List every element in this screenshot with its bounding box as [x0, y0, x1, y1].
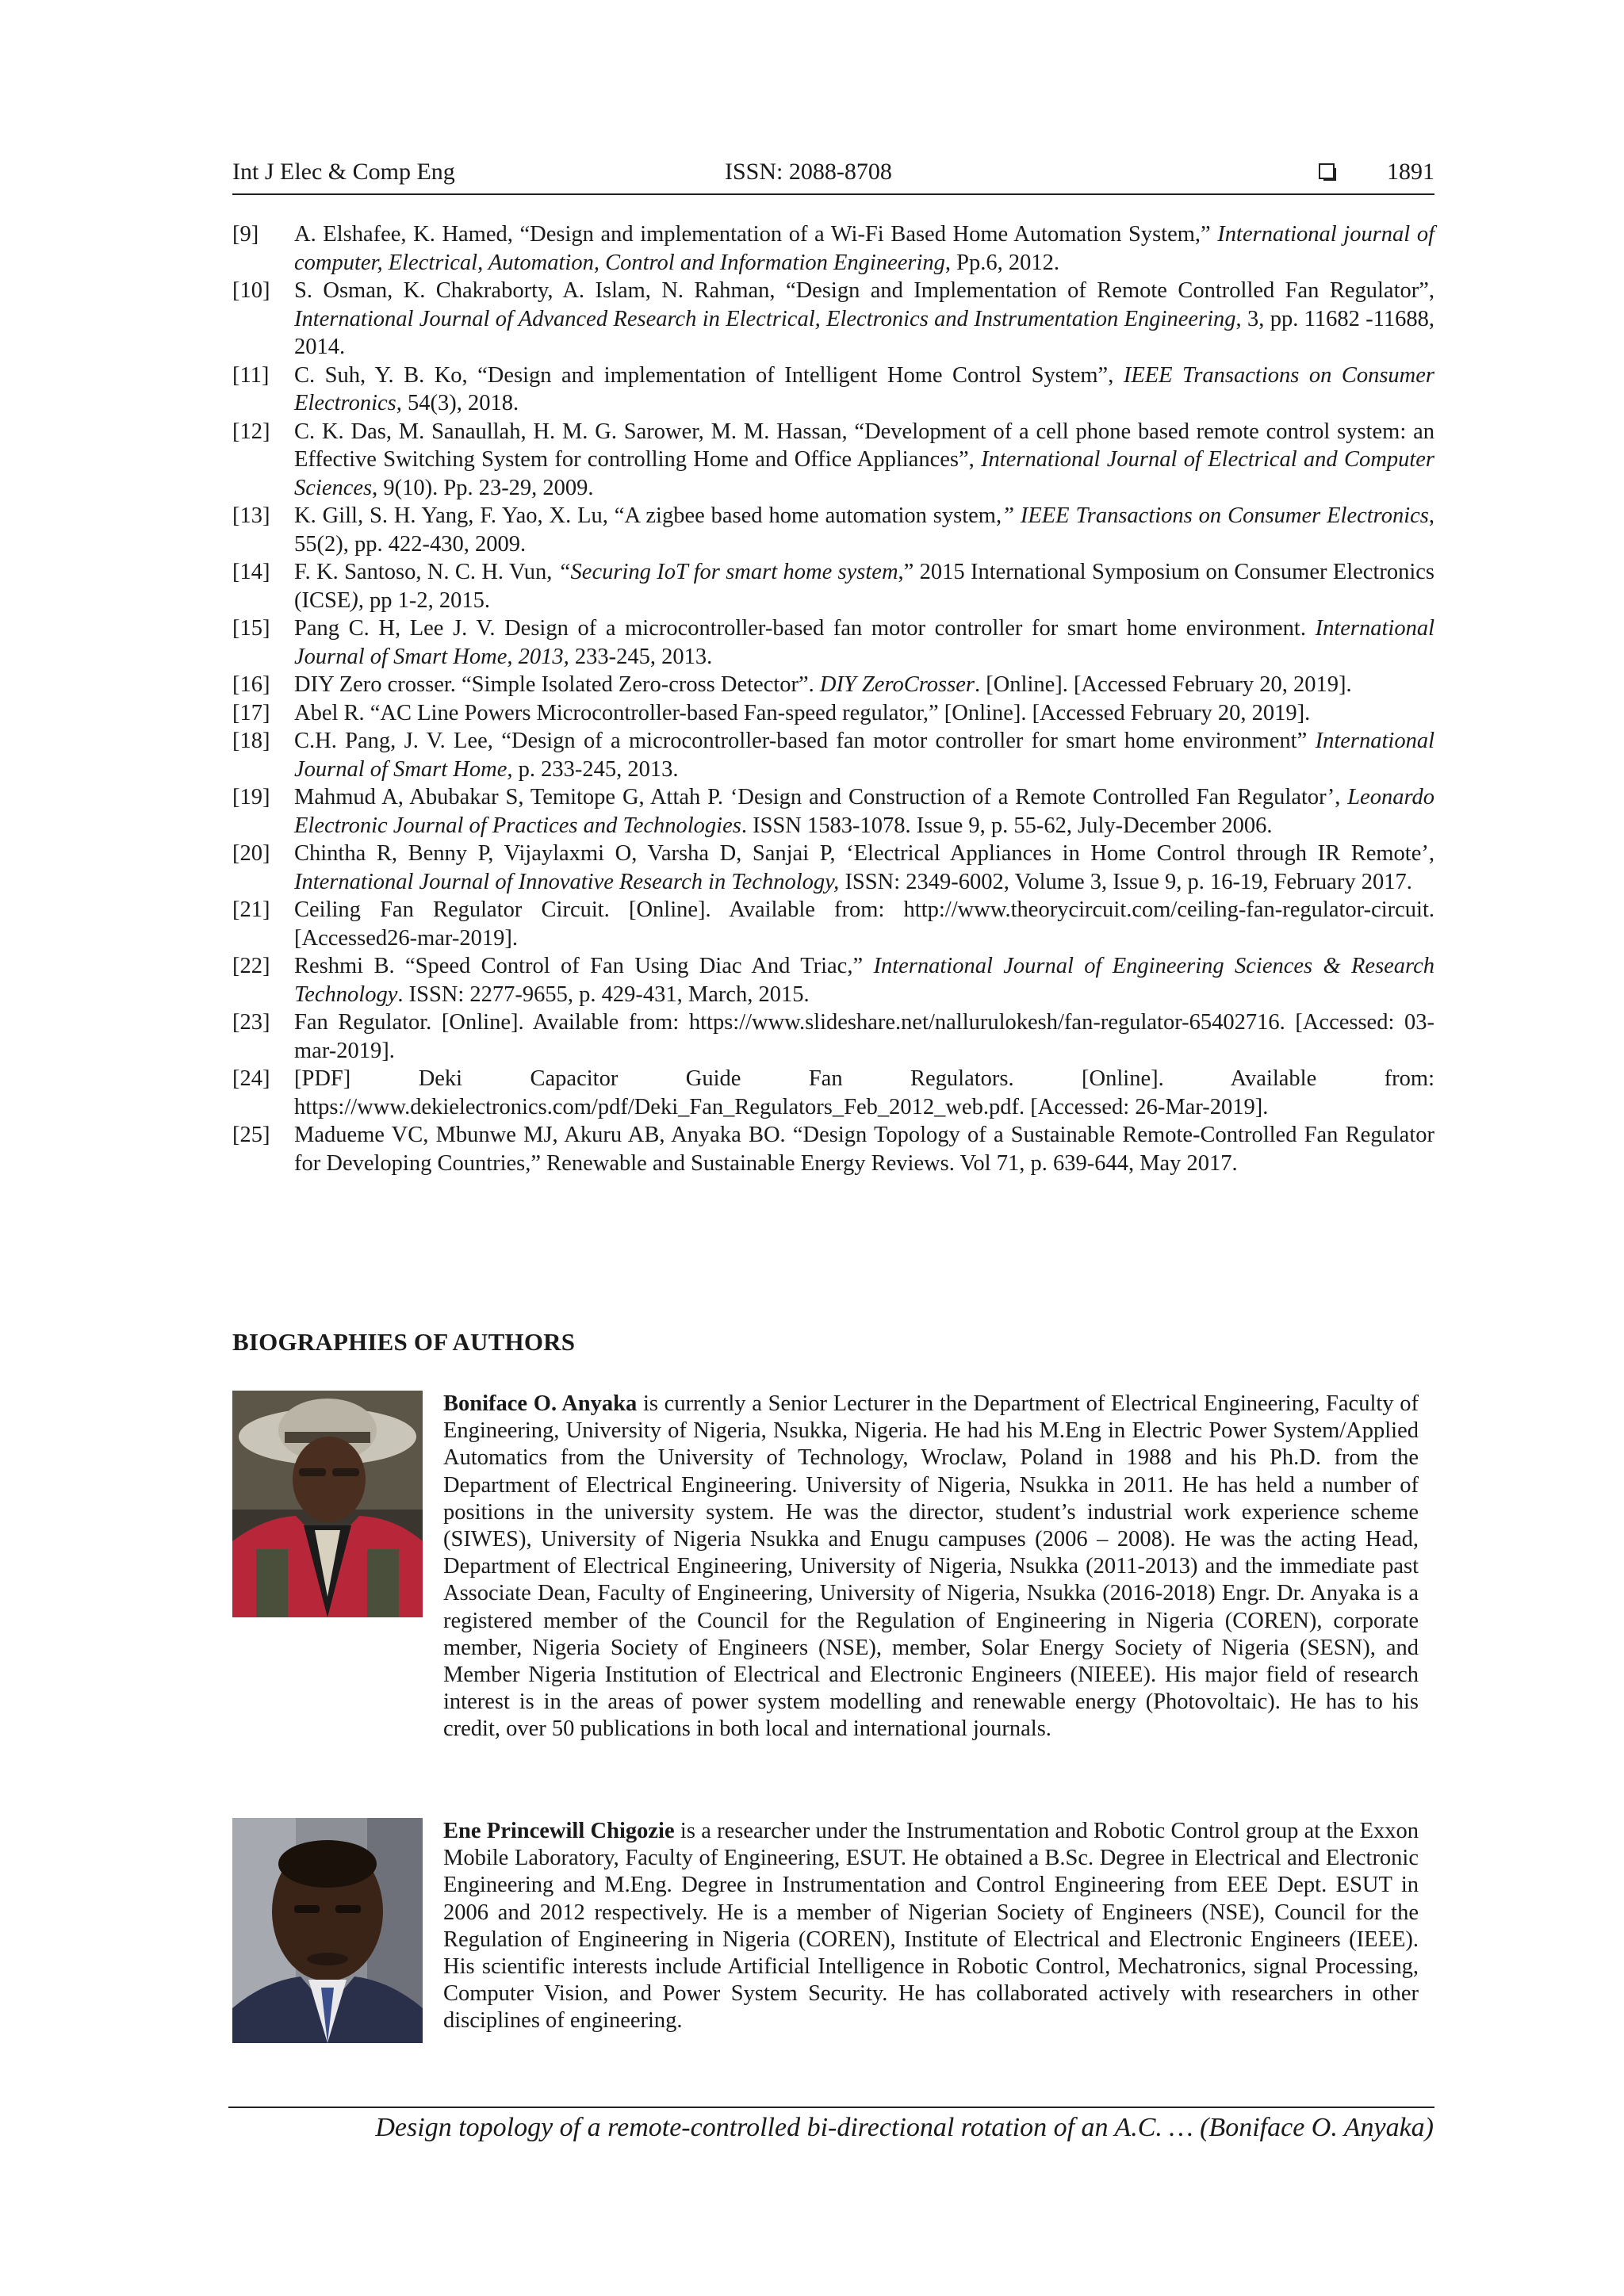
reference-text-part: Mahmud A, Abubakar S, Temitope G, Attah P. ‘Design and Construction of a Remote Controlled Fan Regulator’, [294, 785, 1348, 809]
author-bio-body-2: is a researcher under the Instrumentation and Robotic Control group at the Exxon Mobile Laboratory, Faculty of Engineering, ESUT. He obtained a B.Sc. Degree in Electrical and Electronic Engineering and M.Eng. Degree in Instrumentation and Control Engineering from EEE Dept. ESUT in 2006 and 2012 respectively. He is a member of Nigerian Society of Engineers (NSE), Council for the Regulation of Engineering in Nigeria (COREN), Institute of Electrical and Electronic Engineers (IEEE). His scientific interests include Artificial Intelligence in Robotic Control, Mechatronics, signal Processing, Computer Vision, and Power System Security. He has collaborated actively with researchers in other disciplines of engineering. [443, 1819, 1419, 2034]
author-bio-body-1: is currently a Senior Lecturer in the Department of Electrical Engineering, Faculty of Engineering, University of Nigeria, Nsukka, Nigeria. He had his M.Eng in Electric Power System/Applied Automatics from the University of Technology, Wroclaw, Poland in 1988 and his Ph.D. from the Department of Electrical Engineering. University of Nigeria, Nsukka in 2011. He has held a number of positions in the university system. He was the director, student’s industrial work experience scheme (SIWES), University of Nigeria Nsukka and Enugu campuses (2006 – 2008). He was the acting Head, Department of Electrical Engineering, University of Nigeria, Nsukka (2011-2013) and the immediate past Associate Dean, Faculty of Engineering, University of Nigeria, Nsukka (2016-2018) Engr. Dr. Anyaka is a registered member of the Council for the Regulation of Engineering in Nigeria (COREN), corporate member, Nigeria Society of Engineers (NSE), member, Solar Energy Society of Nigeria (SESN), and Member Nigeria Institution of Electrical and Electronic Engineers (NIEEE). His major field of research interest is in the areas of power system modelling and renewable energy (Photovoltaic). He has to his credit, over 50 publications in both local and international journals. [443, 1391, 1419, 1742]
checkbox-square-icon [1319, 163, 1335, 179]
reference-entry [232, 220, 1434, 277]
author-portrait-1 [232, 1391, 423, 1617]
reference-number: [12] [232, 419, 270, 444]
reference-text [294, 503, 1434, 557]
reference-number: [14] [232, 560, 270, 584]
reference-number: [13] [232, 503, 270, 528]
reference-number: [9] [232, 222, 259, 247]
reference-text-part: C. K. Das, M. Sanaullah, H. M. G. Sarower, M. M. Hassan, “Development of a cell phone based remote control system: an Effective Switching System for controlling Home and Office Appliances”, [294, 419, 1434, 472]
reference-text-part: , 3, pp. 11682 -11688, 2014. [294, 306, 1434, 359]
reference-text-italic: International journal of computer, Electrical, Automation, Control and Information Engineering [294, 222, 1434, 275]
reference-text-part: Madueme VC, Mbunwe MJ, Akuru AB, Anyaka BO. “Design Topology of a Sustainable Remote-Controlled Fan Regulator for Developing Countries,” Renewable and Sustainable Energy Reviews. Vol 71, p. 639-644, May 2017. [294, 1123, 1434, 1176]
reference-text-part: 233-245, 2013. [569, 644, 713, 669]
running-footer: Design topology of a remote-controlled bi-directional rotation of an A.C. … (Boniface O. Anyaka) [375, 2113, 1434, 2142]
journal-name: Int J Elec & Comp Eng [232, 159, 455, 185]
author-portrait-2 [232, 1818, 423, 2043]
reference-text-italic: International Journal of Engineering Sciences & Research Technology [294, 954, 1434, 1007]
reference-text-part: . [Online]. [Accessed February 20, 2019]. [974, 672, 1352, 697]
reference-entry [232, 1008, 1434, 1065]
reference-text [294, 419, 1434, 500]
running-header [232, 152, 1434, 195]
reference-text-part: K. Gill, S. H. Yang, F. Yao, X. Lu, “A zigbee based home automation system, [294, 503, 1002, 528]
reference-entry [232, 1065, 1434, 1121]
reference-text [294, 1066, 1434, 1119]
reference-text [294, 616, 1434, 669]
reference-text [294, 560, 1434, 613]
reference-entry [232, 362, 1434, 418]
author-bio-text-1 [443, 1391, 1419, 1743]
reference-text-part: Chintha R, Benny P, Vijaylaxmi O, Varsha D, Sanjai P, ‘Electrical Appliances in Home Control through IR Remote’, [294, 841, 1434, 866]
reference-entry [232, 727, 1434, 783]
reference-text-italic: Leonardo Electronic Journal of Practices and Technologies [294, 785, 1434, 838]
reference-entry [232, 614, 1434, 671]
issn: ISSN: 2088-8708 [725, 159, 892, 185]
reference-text-part: ISSN: 2349-6002, Volume 3, Issue 9, p. 16-19, February 2017. [839, 869, 1412, 894]
reference-entry [232, 418, 1434, 503]
reference-text-italic: “Securing IoT for smart home system [557, 560, 898, 584]
reference-number: [25] [232, 1123, 270, 1147]
reference-entry [232, 952, 1434, 1008]
reference-text-part: pp 1-2, 2015. [363, 587, 490, 613]
author-name-2: Ene Princewill Chigozie [443, 1819, 675, 1843]
reference-text-italic: International Journal of Advanced Research in Electrical, Electronics and Instrumentation Engineering [294, 306, 1236, 331]
reference-text-part: C.H. Pang, J. V. Lee, “Design of a microcontroller-based fan motor controller for smart home environment” [294, 729, 1316, 753]
reference-text-part: S. Osman, K. Chakraborty, A. Islam, N. Rahman, “Design and Implementation of Remote Controlled Fan Regulator”, [294, 278, 1434, 303]
reference-text-part: A. Elshafee, K. Hamed, “Design and implementation of a Wi-Fi Based Home Automation System,” [294, 222, 1218, 247]
reference-entry [232, 896, 1434, 952]
reference-text-italic: DIY ZeroCrosser [819, 672, 975, 697]
reference-text-part: Ceiling Fan Regulator Circuit. [Online]. Available from: http://www.theorycircuit.com/ceiling-fan-regulator-circuit. [Accessed26-mar-2019]. [294, 897, 1434, 951]
reference-text-part: . ISSN: 2277-9655, p. 429-431, March, 2015. [397, 982, 810, 1007]
reference-text-part: C. Suh, Y. B. Ko, “Design and implementation of Intelligent Home Control System”, [294, 362, 1124, 388]
reference-text-part: , Pp.6, 2012. [944, 250, 1060, 275]
reference-text [294, 672, 1352, 697]
reference-number: [24] [232, 1066, 270, 1091]
reference-entry [232, 558, 1434, 614]
reference-entry [232, 671, 1434, 699]
reference-text-italic: International Journal of Smart Home, [294, 729, 1434, 782]
reference-entry [232, 783, 1434, 840]
reference-text-part: Abel R. “AC Line Powers Microcontroller-based Fan-speed regulator,” [Online]. [Accessed February 20, 2019]. [294, 700, 1311, 725]
reference-text [294, 954, 1434, 1007]
reference-number: [20] [232, 841, 270, 866]
reference-entry [232, 502, 1434, 558]
reference-number: [16] [232, 672, 270, 697]
page-number: 1891 [1387, 159, 1434, 185]
reference-text-part: , 55(2), pp. 422-430, 2009. [294, 503, 1435, 557]
reference-text-part: p. 233-245, 2013. [512, 756, 679, 782]
reference-text [294, 897, 1434, 951]
reference-text [294, 1123, 1434, 1176]
reference-entry [232, 1121, 1434, 1177]
biographies-heading: BIOGRAPHIES OF AUTHORS [232, 1328, 576, 1356]
reference-text-part: , 9(10). Pp. 23-29, 2009. [372, 475, 594, 500]
reference-text-part: Fan Regulator. [Online]. Available from: https://www.slideshare.net/nallurulokesh/fan-regulator-65402716. [Accessed: 03-mar-2019]. [294, 1010, 1434, 1063]
reference-text-part: Reshmi B. “Speed Control of Fan Using Diac And Triac,” [294, 954, 874, 978]
reference-number: [18] [232, 729, 270, 753]
reference-number: [15] [232, 616, 270, 641]
reference-text-part: . ISSN 1583-1078. Issue 9, p. 55-62, July-December 2006. [741, 813, 1273, 838]
reference-entry [232, 840, 1434, 896]
reference-text [294, 841, 1434, 894]
reference-text-part: , 54(3), 2018. [396, 391, 519, 415]
reference-text-part: Pang C. H, Lee J. V. Design of a microcontroller-based fan motor controller for smart home environment. [294, 616, 1316, 641]
reference-text-part: ,” 2015 International Symposium on Consumer Electronics (ICSE [294, 560, 1435, 613]
reference-number: [10] [232, 278, 270, 303]
author-name-1: Boniface O. Anyaka [443, 1391, 638, 1416]
reference-number: [21] [232, 897, 270, 922]
reference-text [294, 785, 1434, 838]
reference-text [294, 363, 1434, 416]
reference-entry [232, 277, 1434, 362]
reference-text-part: [PDF] Deki Capacitor Guide Fan Regulators. [Online]. Available from: https://www.dekielectronics.com/pdf/Deki_Fan_Regulators_Feb_2012_web.pdf. [Accessed: 26-Mar-2019]. [294, 1066, 1434, 1119]
reference-text [294, 729, 1434, 782]
footer-rule [228, 2107, 1434, 2108]
reference-number: [22] [232, 954, 270, 978]
reference-text [294, 222, 1434, 275]
reference-number: [19] [232, 785, 270, 809]
reference-text-italic: International Journal of Innovative Research in Technology, [294, 869, 840, 894]
author-photo-anyaka [232, 1391, 423, 1617]
reference-text-italic: IEEE Transactions on Consumer Electronics [294, 362, 1434, 415]
author-bio-text-2 [443, 1818, 1419, 2035]
reference-number: [11] [232, 362, 270, 388]
reference-number: [23] [232, 1010, 270, 1035]
reference-text-italic: International Journal of Electrical and Computer Sciences [294, 447, 1435, 500]
reference-number: [17] [232, 700, 270, 725]
reference-text [294, 1010, 1434, 1063]
reference-text-part: F. K. Santoso, N. C. H. Vun, [294, 560, 558, 584]
author-photo-chigozie [232, 1818, 423, 2043]
reference-text-italic: ” IEEE Transactions on Consumer Electronics [1002, 503, 1429, 528]
reference-text-italic: ), [350, 587, 364, 613]
reference-text-italic: International Journal of Smart Home, 2013, [294, 616, 1434, 669]
reference-text-part: DIY Zero crosser. “Simple Isolated Zero-cross Detector”. [294, 672, 820, 697]
reference-text [294, 701, 1310, 725]
reference-text [294, 278, 1434, 359]
reference-list [232, 220, 1434, 1177]
reference-entry [232, 699, 1434, 728]
